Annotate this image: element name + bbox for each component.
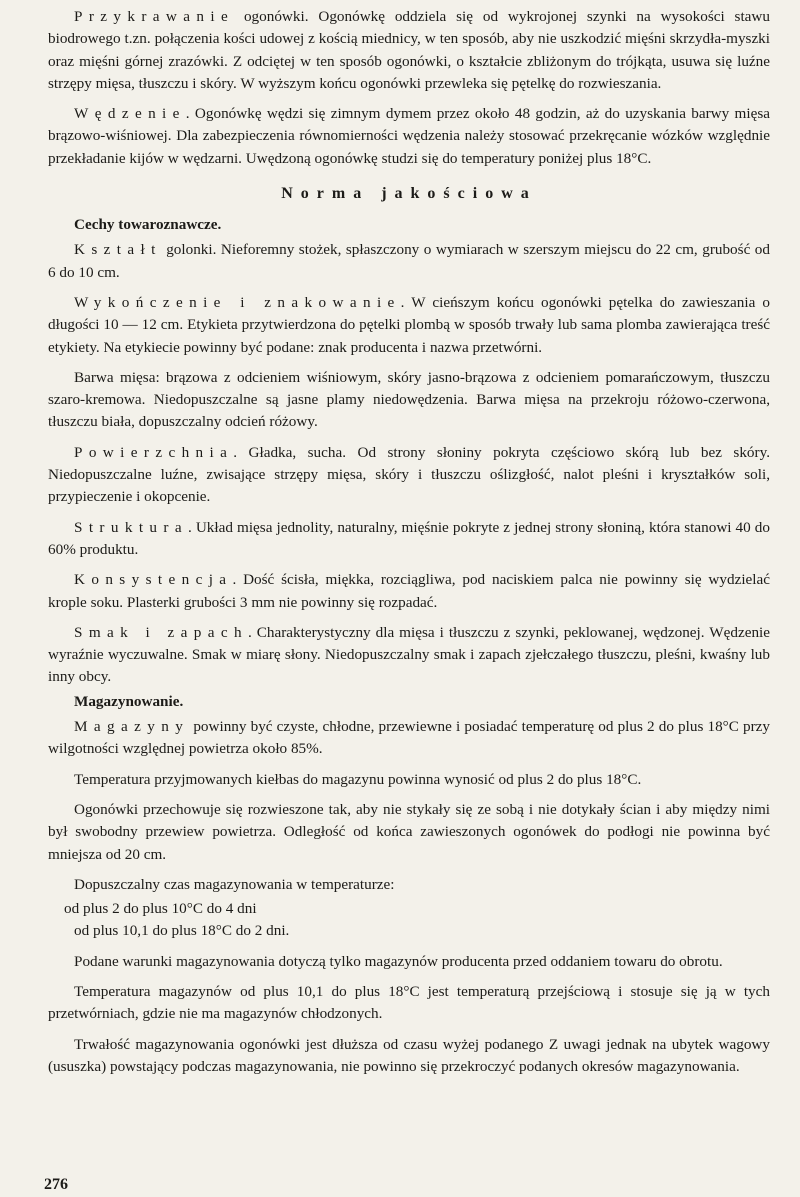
feature-text: . W cieńszym końcu ogonówki pętelka do zawieszania o długości 10 — 12 cm. Etykieta przytwierdzona do pętelki plombą w sposób trwały lub sama plomba zawierająca treść etykiety. Na etykiecie powinny być podane: znak producenta i nazwa przetwórni.	[48, 293, 770, 356]
feature-term: Powierzchnia	[74, 443, 234, 461]
storage-hanging: Ogonówki przechowuje się rozwieszone tak, aby nie stykały się ze sobą i nie dotykały ścian i aby między nimi był swobodny przewiew powietrza. Odległość od końca zawieszonych ogonówek do podłogi nie powinna być mniejsza od 20 cm.	[48, 800, 770, 863]
feature-term: Kształt	[74, 241, 162, 259]
storage-warehouses	[48, 716, 770, 761]
feature-shape	[48, 239, 770, 284]
term-trimming: Przykrawanie	[74, 8, 235, 25]
subheading-storage: Magazynowanie.	[74, 692, 184, 710]
feature-text: . Gładka, sucha. Od strony słoniny pokryta częściowo skórą lub bez skóry. Niedopuszczalne luźne, zwisające strzępy mięsa, skóry i tłuszczu oślizgłość, nalot pleśni i kryształków soli, przypieczenie i okopcenie.	[48, 443, 770, 506]
storage-allowed-time: Dopuszczalny czas magazynowania w temperaturze:	[74, 875, 395, 893]
paragraph-text: ogonówki. Ogonówkę oddziela się od wykrojonej szynki na wysokości stawu biodrowego t.zn. połączenia kości udowej z kością miednicy, w ten sposób, aby nie uszkodzić mięśni skrzydła-myszki oraz mięśni górnej zrazówki. Z odciętej w ten sposób ogonówki, o kształcie zbliżonym do trójkąta, usuwa się luźne strzępy mięsa, tłuszczu i skóry. W wyższym końcu ogonówki przewleka się pętelkę do rozwieszania.	[48, 8, 770, 92]
feature-text: golonki. Nieforemny stożek, spłaszczony o wymiarach w szerszym miejscu do 22 cm, grubość od 6 do 10 cm.	[48, 241, 770, 281]
feature-finishing	[48, 292, 770, 359]
paragraph-text: . Ogonówkę wędzi się zimnym dymem przez około 48 godzin, aż do uzyskania barwy mięsa brązowo-wiśniowej. Dla zabezpieczenia równomierności wędzenia należy stosować przekręcanie wózków względnie przekładanie kijów w wędzarni. Uwędzoną ogonówkę studzi się do temperatury poniżej plus 18°C.	[48, 105, 770, 167]
storage-list-item: od plus 2 do plus 10°C do 4 dni	[64, 900, 257, 918]
page-content	[48, 6, 770, 1086]
feature-term: Wykończenie i znakowanie	[74, 293, 401, 311]
feature-text: . Charakterystyczny dla mięsa i tłuszczu z szynki, peklowanej, wędzonej. Wędzenie wyraźnie wyczuwalne. Smak w miarę słony. Niedopuszczalny smak i zapach zjełczałego tłuszczu, pleśni, kwaśny lub inny obcy.	[48, 623, 770, 686]
storage-transitional: Temperatura magazynów od plus 10,1 do plus 18°C jest temperaturą przejściową i stosuje się ją w tych przetwórniach, gdzie nie ma magazynów chłodzonych.	[48, 982, 770, 1023]
storage-text: powinny być czyste, chłodne, przewiewne i posiadać temperaturę od plus 2 do plus 18°C przy wilgotności względnej powietrza około 85%.	[48, 718, 770, 758]
subheading-features: Cechy towaroznawcze.	[74, 216, 222, 234]
feature-text: Barwa mięsa: brązowa z odcieniem wiśniowym, skóry jasno-brązowa z odcieniem pomarańczowym, tłuszczu szaro-kremowa. Niedopuszczalne są jasne plamy niedowędzenia. Barwa mięsa na przekroju różowo-czerwona, tłuszczu biała, dopuszczalny odcień różowy.	[48, 368, 770, 431]
paragraph-smoking	[48, 103, 770, 170]
feature-structure	[48, 517, 770, 562]
feature-color	[48, 367, 770, 434]
section-title: Norma jakościowa	[281, 185, 537, 203]
storage-list-item: od plus 10,1 do plus 18°C do 2 dni.	[74, 922, 290, 940]
term-smoking: Wędzenie	[74, 105, 186, 123]
feature-text: . Dość ścisła, miękka, rozciągliwa, pod naciskiem palca nie powinny się wydzielać krople soku. Plasterki grubości 3 mm nie powinny się rozpadać.	[48, 571, 770, 611]
storage-durability: Trwałość magazynowania ogonówki jest dłuższa od czasu wyżej podanego Z uwagi jednak na ubytek wagowy (ususzka) powstający podczas magazynowania, nie powinno się przekroczyć podanych okresów magazynowania.	[48, 1035, 770, 1075]
feature-term: Smak i zapach	[74, 623, 248, 641]
feature-text: . Układ mięsa jednolity, naturalny, mięśnie pokryte z jednej strony słoniną, która stanowi 40 do 60% produktu.	[48, 518, 770, 558]
feature-term: Konsystencja	[74, 571, 233, 589]
page-number: 276	[44, 1176, 68, 1193]
feature-surface	[48, 442, 770, 509]
feature-taste	[48, 622, 770, 689]
paragraph-trimming	[48, 6, 770, 95]
feature-consistency	[48, 569, 770, 614]
storage-conditions: Podane warunki magazynowania dotyczą tylko magazynów producenta przed oddaniem towaru do obrotu.	[74, 952, 723, 970]
storage-term: Magazyny	[74, 718, 190, 736]
feature-term: Struktura	[74, 518, 188, 536]
storage-temperature: Temperatura przyjmowanych kiełbas do magazynu powinna wynosić od plus 2 do plus 18°C.	[74, 770, 642, 788]
